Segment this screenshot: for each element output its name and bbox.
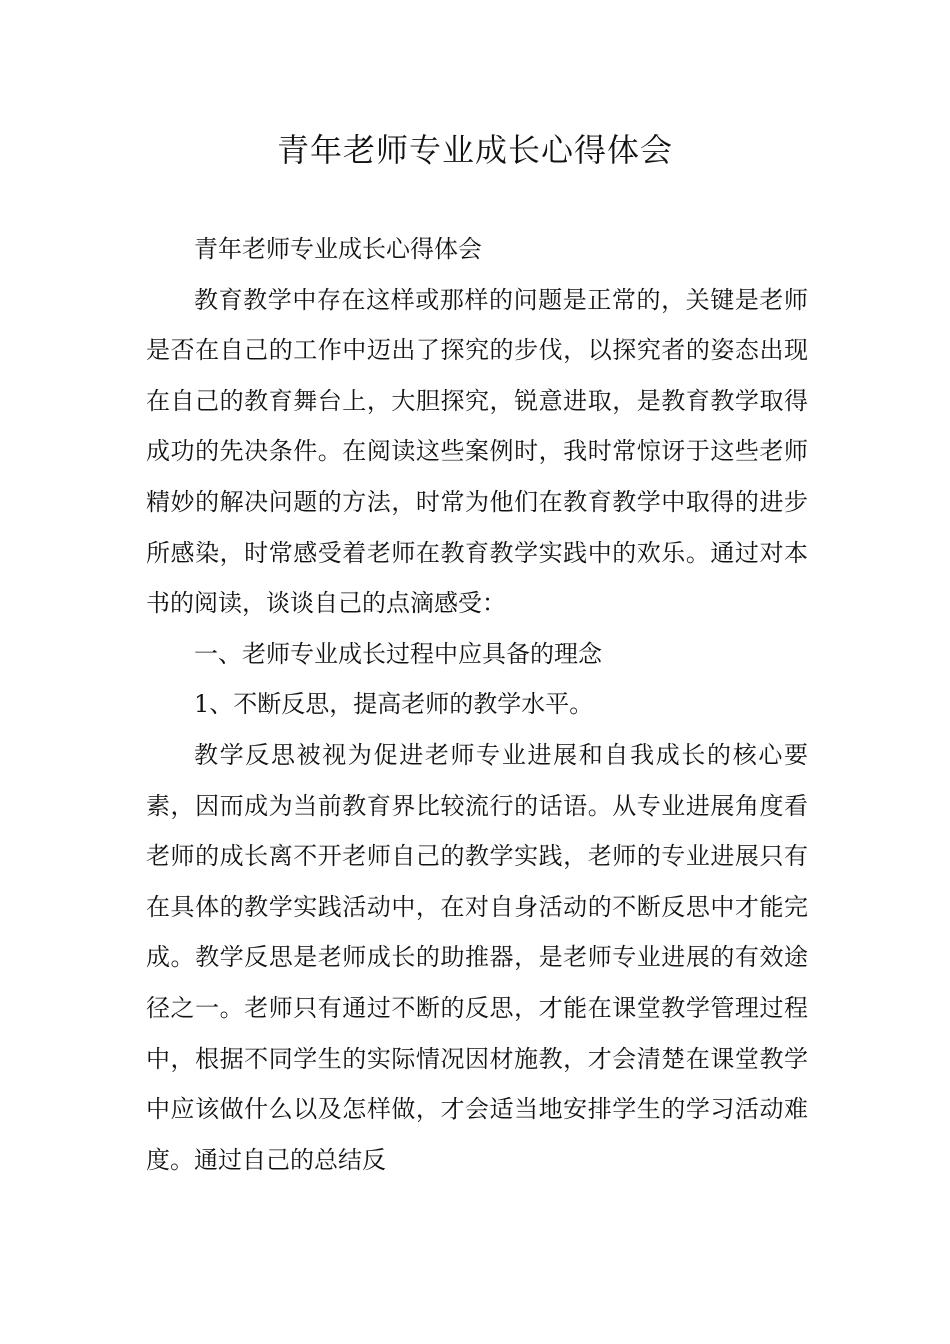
- document-title: 青年老师专业成长心得体会: [276, 131, 673, 169]
- paragraph-intro: 教育教学中存在这样或那样的问题是正常的，关键是老师是否在自己的工作中迈出了探究的步伐，以探究者的姿态出现在自己的教育舞台上，大胆探究，锐意进取，是教育教学取得成功的先决条件。在阅读这些案例时，我时常惊讶于这些老师精妙的解决问题的方法，时常为他们在教育教学中取得的进步所感染，时常感受着老师在教育教学实践中的欢乐。通过对本书的阅读，谈谈自己的点滴感受：: [146, 285, 808, 618]
- paragraph-reflection: 教学反思被视为促进老师专业进展和自我成长的核心要素，因而成为当前教育界比较流行的话语。从专业进展角度看老师的成长离不开老师自己的教学实践，老师的专业进展只有在具体的教学实践活动中，在对自身活动的不断反思中才能完成。教学反思是老师成长的助推器，是老师专业进展的有效途径之一。老师只有通过不断的反思，才能在课堂教学管理过程中，根据不同学生的实际情况因材施教，才会清楚在课堂教学中应该做什么以及怎样做，才会适当地安排学生的学习活动难度。通过自己的总结反: [146, 740, 808, 1174]
- document-body: [146, 224, 808, 1185]
- section-heading: 一、老师专业成长过程中应具备的理念: [194, 639, 602, 668]
- subsection-heading: 1、不断反思，提高老师的教学水平。: [194, 690, 594, 719]
- paragraph-subtitle: 青年老师专业成长心得体会: [194, 235, 482, 263]
